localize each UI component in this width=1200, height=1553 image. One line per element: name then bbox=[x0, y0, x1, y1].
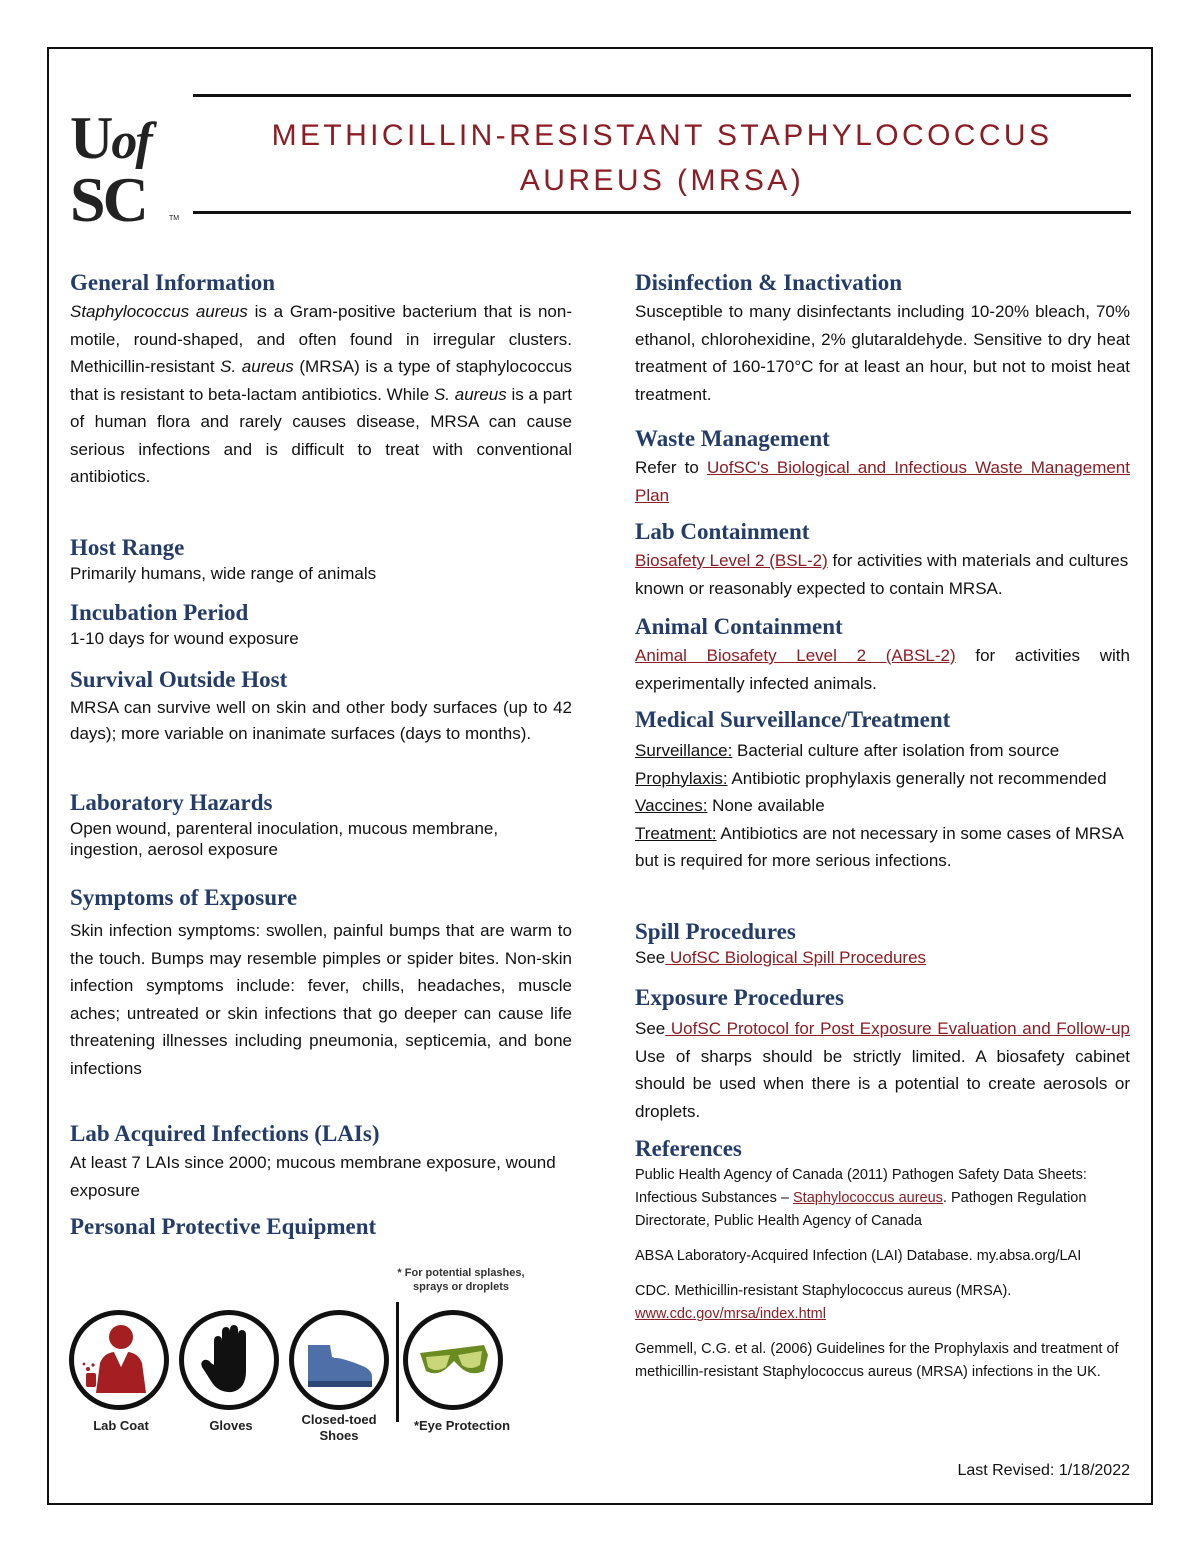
hazards-section bbox=[70, 788, 572, 860]
waste-plan-link[interactable]: UofSC's Biological and Infectious Waste Management Plan bbox=[635, 458, 1130, 505]
treatment-text: Treatment: Antibiotics are not necessary in some cases of MRSA but is required for more serious infections. bbox=[635, 823, 1123, 870]
exposure-text: See UofSC Protocol for Post Exposure Evaluation and Follow-up Use of sharps should be strictly limited. A biosafety cabinet should be used when there is a potential to create aerosols or droplets. bbox=[635, 1019, 1130, 1121]
vaccines-text: Vaccines: None available bbox=[635, 796, 825, 815]
host-range-text: Primarily humans, wide range of animals bbox=[70, 564, 377, 583]
incubation-section bbox=[70, 598, 572, 649]
section-heading: Waste Management bbox=[635, 426, 830, 451]
section-heading: Personal Protective Equipment bbox=[70, 1214, 377, 1239]
gloves-icon bbox=[179, 1310, 279, 1410]
reference-3: CDC. Methicillin-resistant Staphylococcus aureus (MRSA). www.cdc.gov/mrsa/index.html bbox=[635, 1283, 1012, 1322]
section-heading: Disinfection & Inactivation bbox=[635, 270, 903, 295]
page-title: METHICILLIN-RESISTANT STAPHYLOCOCCUS AUREUS (MRSA) bbox=[271, 119, 1053, 197]
section-heading: Medical Surveillance/Treatment bbox=[635, 707, 951, 732]
section-heading: Survival Outside Host bbox=[70, 667, 288, 692]
survival-text: MRSA can survive well on skin and other body surfaces (up to 42 days); more variable on inanimate surfaces (days to months). bbox=[70, 698, 572, 743]
section-heading: Lab Acquired Infections (LAIs) bbox=[70, 1121, 380, 1146]
section-heading: Exposure Procedures bbox=[635, 985, 844, 1010]
header-rule-top bbox=[193, 94, 1131, 97]
bsl2-link[interactable]: Biosafety Level 2 (BSL-2) bbox=[635, 551, 828, 570]
surveillance-text: Surveillance: Bacterial culture after isolation from source bbox=[635, 741, 1060, 760]
ppe-label-gloves: Gloves bbox=[209, 1418, 253, 1433]
eye-protection-icon bbox=[403, 1310, 503, 1410]
spill-text: See UofSC Biological Spill Procedures bbox=[635, 948, 927, 967]
section-heading: Symptoms of Exposure bbox=[70, 885, 298, 910]
host-range-section bbox=[70, 533, 572, 584]
animal-containment-section bbox=[635, 612, 1130, 697]
ppe-divider bbox=[396, 1302, 399, 1422]
survival-section bbox=[70, 665, 572, 747]
ppe-label-shoes: Closed-toed Shoes bbox=[301, 1412, 377, 1443]
section-heading: References bbox=[635, 1136, 742, 1161]
ppe-label-lab-coat: Lab Coat bbox=[93, 1418, 149, 1433]
lai-text: At least 7 LAIs since 2000; mucous membrane exposure, wound exposure bbox=[70, 1153, 556, 1200]
disinfection-section bbox=[635, 268, 1130, 408]
lab-coat-icon bbox=[69, 1310, 169, 1410]
prophylaxis-text: Prophylaxis: Antibiotic prophylaxis generally not recommended bbox=[635, 768, 1107, 788]
ppe-section bbox=[70, 1212, 572, 1242]
general-information-text: Staphylococcus aureus is a Gram-positive bacterium that is non-motile, round-shaped, and often found in irregular clusters. Methicillin-resistant S. aureus (MRSA) is a type of staphylococcus that is resistant to beta-lactam antibiotics. While S. aureus is a part of human flora and rarely causes disease, MRSA can cause serious infections and is difficult to treat with conventional antibiotics. bbox=[70, 302, 573, 486]
ppe-label-eye-protection: *Eye Protection bbox=[413, 1418, 511, 1433]
waste-text: Refer to UofSC's Biological and Infectious Waste Management Plan bbox=[635, 458, 1130, 505]
reference-2: ABSA Laboratory-Acquired Infection (LAI) Database. my.absa.org/LAI bbox=[635, 1248, 1082, 1264]
ppe-note: * For potential splashes, sprays or droplets bbox=[397, 1267, 525, 1293]
last-revised: Last Revised: 1/18/2022 bbox=[957, 1462, 1130, 1479]
hazards-text: Open wound, parenteral inoculation, mucous membrane, ingestion, aerosol exposure bbox=[70, 819, 499, 859]
section-heading: Spill Procedures bbox=[635, 919, 796, 944]
lab-containment-text: Biosafety Level 2 (BSL-2) for activities with materials and cultures known or reasonably expected to contain MRSA. bbox=[635, 551, 1129, 598]
section-heading: Lab Containment bbox=[635, 519, 810, 544]
section-heading: Incubation Period bbox=[70, 600, 249, 625]
absl2-link[interactable]: Animal Biosafety Level 2 (ABSL-2) bbox=[635, 646, 956, 665]
animal-containment-text: Animal Biosafety Level 2 (ABSL-2) for activities with experimentally infected animals. bbox=[635, 646, 1130, 693]
closed-toed-shoes-icon bbox=[289, 1310, 389, 1410]
lab-containment-section bbox=[635, 517, 1130, 602]
reference-1: Public Health Agency of Canada (2011) Pathogen Safety Data Sheets: Infectious Substances – Staphylococcus aureus. Pathogen Regulation Directorate, Public Health Agency of Canada bbox=[635, 1167, 1087, 1229]
post-exposure-protocol-link[interactable]: UofSC Protocol for Post Exposure Evaluation and Follow-up bbox=[665, 1019, 1130, 1038]
cdc-mrsa-link[interactable]: www.cdc.gov/mrsa/index.html bbox=[635, 1306, 826, 1322]
general-information-section bbox=[70, 268, 572, 491]
waste-section bbox=[635, 424, 1130, 509]
section-heading: Laboratory Hazards bbox=[70, 790, 273, 815]
spill-procedures-link[interactable]: UofSC Biological Spill Procedures bbox=[665, 948, 927, 967]
medical-section bbox=[635, 705, 1130, 875]
staph-aureus-link[interactable]: Staphylococcus aureus bbox=[793, 1190, 943, 1206]
lai-section bbox=[70, 1119, 572, 1205]
symptoms-text: Skin infection symptoms: swollen, painful bumps that are warm to the touch. Bumps may resemble pimples or spider bites. Non-skin infection symptoms include: fever, chills, headaches, muscle aches; untreated or skin infections that go deeper can cause life threatening illnesses including pneumonia, septicemia, and bone infections bbox=[70, 921, 572, 1078]
disinfection-text: Susceptible to many disinfectants including 10-20% bleach, 70% ethanol, chlorohexidine, 2% glutaraldehyde. Sensitive to dry heat treatment of 160-170°C for at least an hour, but not to moist heat treatment. bbox=[635, 302, 1130, 404]
reference-4: Gemmell, C.G. et al. (2006) Guidelines for the Prophylaxis and treatment of methicillin-resistant Staphylococcus aureus (MRSA) infections in the UK. bbox=[635, 1341, 1119, 1380]
exposure-section bbox=[635, 983, 1130, 1125]
references-section bbox=[635, 1134, 1130, 1384]
header-rule-bottom bbox=[193, 211, 1131, 214]
ppe-icons bbox=[66, 1262, 586, 1447]
section-heading: Host Range bbox=[70, 535, 185, 560]
uofsc-logo: Uof SC TM bbox=[70, 105, 180, 235]
symptoms-section bbox=[70, 883, 572, 1082]
incubation-text: 1-10 days for wound exposure bbox=[70, 629, 299, 648]
section-heading: Animal Containment bbox=[635, 614, 843, 639]
spill-section bbox=[635, 917, 1130, 968]
section-heading: General Information bbox=[70, 270, 276, 295]
